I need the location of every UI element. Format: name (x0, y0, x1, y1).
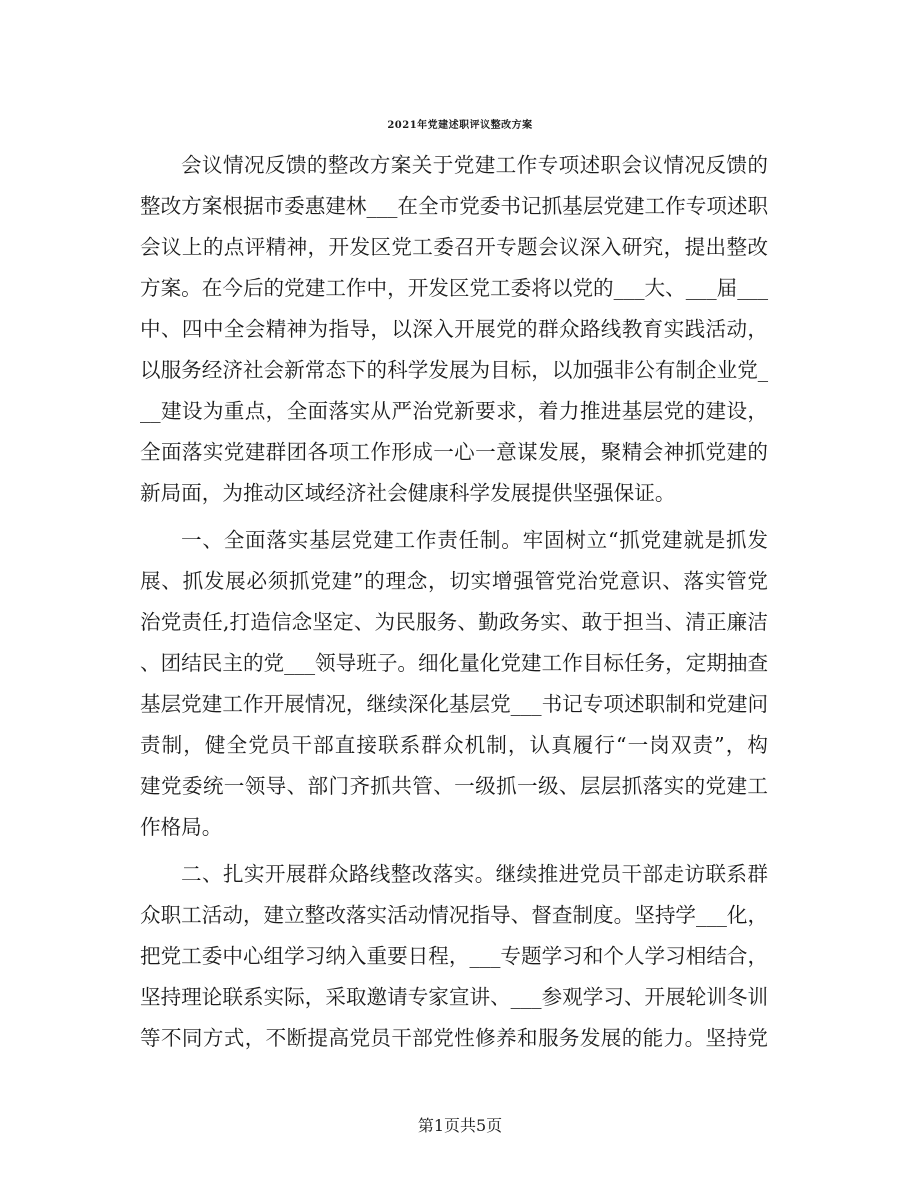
body-line: 坚持理论联系实际，采取邀请专家宣讲、___参观学习、开展轮训冬训 (140, 985, 769, 1009)
body-line: 展、抓发展必须抓党建”的理念，切实增强管党治党意识、落实管党 (140, 569, 768, 593)
body-line: 责制，健全党员干部直接联系群众机制，认真履行“一岗双责”，构 (140, 733, 768, 757)
body-line: 新局面，为推动区域经济社会健康科学发展提供坚强保证。 (140, 481, 676, 505)
body-line: 方案。在今后的党建工作中，开发区党工委将以党的___大、___届___ (140, 276, 769, 300)
body-line: 以服务经济社会新常态下的科学发展为目标，以加强非公有制企业党_ (140, 358, 769, 382)
body-line: 作格局。 (140, 815, 223, 839)
body-line: 、团结民主的党___领导班子。细化量化党建工作目标任务，定期抽查 (140, 651, 769, 675)
body-line: 一、全面落实基层党建工作责任制。牢固树立“抓党建就是抓发 (181, 528, 768, 552)
page-indicator: 第1页共5页 (417, 1116, 503, 1135)
body-line: 会议上的点评精神，开发区党工委召开专题会议深入研究，提出整改 (140, 235, 768, 259)
body-line: 整改方案根据市委惠建林___在全市党委书记抓基层党建工作专项述职 (140, 194, 769, 218)
document-title: 2021年党建述职评议整改方案 (387, 120, 533, 131)
body-line: __建设为重点，全面落实从严治党新要求，着力推进基层党的建设， (140, 399, 768, 423)
body-line: 把党工委中心组学习纳入重要日程，___专题学习和个人学习相结合， (140, 944, 769, 968)
body-line: 中、四中全会精神为指导，以深入开展党的群众路线教育实践活动， (140, 317, 768, 341)
body-line: 二、扎实开展群众路线整改落实。继续推进党员干部走访联系群 (181, 862, 768, 886)
body-line: 会议情况反馈的整改方案关于党建工作专项述职会议情况反馈的 (181, 153, 768, 177)
body-line: 等不同方式，不断提高党员干部党性修养和服务发展的能力。坚持党 (140, 1026, 768, 1050)
body-line: 治党责任,打造信念坚定、为民服务、勤政务实、敢于担当、清正廉洁 (140, 610, 768, 634)
body-line: 众职工活动，建立整改落实活动情况指导、督查制度。坚持学___化， (140, 903, 769, 927)
body-line: 建党委统一领导、部门齐抓共管、一级抓一级、层层抓落实的党建工 (140, 774, 768, 798)
body-line: 基层党建工作开展情况，继续深化基层党___书记专项述职制和党建问 (140, 692, 769, 716)
body-line: 全面落实党建群团各项工作形成一心一意谋发展，聚精会神抓党建的 (140, 440, 768, 464)
